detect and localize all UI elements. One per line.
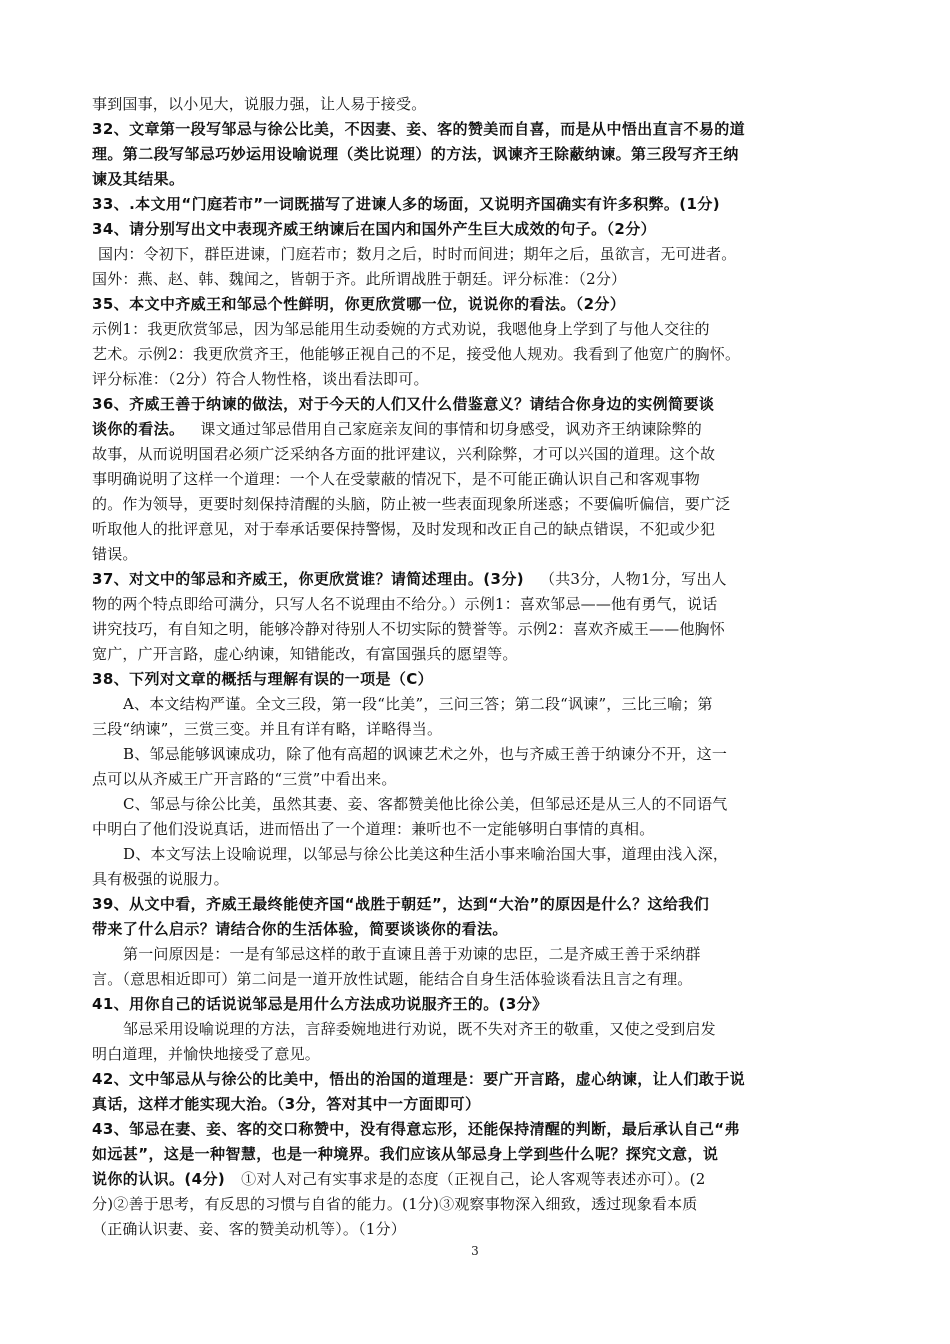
question-42: 42、文中邹忌从与徐公的比美中，悟出的治国的道理是：要广开言路，虚心纳谏，让人们敢于说: [92, 1070, 746, 1088]
question-34: 34、请分别写出文中表现齐威王纳谏后在国内和国外产生巨大成效的句子。（2分）: [92, 220, 657, 238]
answer-41: 邹忌采用设喻说理的方法，言辞委婉地进行劝说，既不失对齐王的敬重，又使之受到启发: [123, 1020, 716, 1038]
answer-36-cont: 听取他人的批评意见，对于奉承话要保持警惕，及时发现和改正自己的缺点错误，不犯或少犯: [92, 520, 716, 538]
question-32: 32、文章第一段写邹忌与徐公比美，不因妻、妾、客的赞美而自喜，而是从中悟出直言不易的道: [92, 120, 746, 138]
option-b-cont: 点可以从齐威王广开言路的“三赏”中看出来。: [92, 770, 397, 788]
answer-43-cont: 分)②善于思考，有反思的习惯与自省的能力。(1分)③观察事物深入细致，透过现象看本质: [92, 1195, 698, 1213]
question-37-line: [92, 567, 862, 592]
answer-34-cont: 国外：燕、赵、韩、魏闻之，皆朝于齐。此所谓战胜于朝廷。评分标准：（2分）: [92, 270, 627, 288]
answer-36: 课文通过邹忌借用自己家庭亲友间的事情和切身感受，讽劝齐王纳谏除弊的: [200, 420, 703, 438]
option-c-cont: 中明白了他们没说真话，进而悟出了一个道理：兼听也不一定能够明白事情的真相。: [92, 820, 655, 838]
question-35: 35、本文中齐威王和邹忌个性鲜明，你更欣赏哪一位，说说你的看法。（2分）: [92, 295, 626, 313]
question-38: 38、下列对文章的概括与理解有误的一项是（C）: [92, 670, 434, 688]
question-36-line: [92, 417, 862, 442]
question-33: 33、.本文用“门庭若市”一词既描写了进谏人多的场面，又说明齐国确实有许多积弊。(1分): [92, 195, 721, 213]
answer-35: 示例1：我更欣赏邹忌，因为邹忌能用生动委婉的方式劝说，我嗯他身上学到了与他人交往的: [92, 320, 710, 338]
page-number: 3: [471, 1244, 479, 1258]
question-39: 39、从文中看，齐威王最终能使齐国“战胜于朝廷”，达到“大治”的原因是什么？这给我们: [92, 895, 710, 913]
question-32-cont: 谏及其结果。: [92, 170, 185, 188]
option-a-cont: 三段“纳谏”，三赏三变。并且有详有略，详略得当。: [92, 720, 443, 738]
question-36: 36、齐威王善于纳谏的做法，对于今天的人们又什么借鉴意义？请结合你身边的实例简要谈: [92, 395, 715, 413]
text-line: 事到国事，以小见大，说服力强，让人易于接受。: [92, 95, 427, 113]
question-36-cont: 谈你的看法。: [92, 420, 185, 438]
question-32-cont: 理。第二段写邹忌巧妙运用设喻说理（类比说理）的方法，讽谏齐王除蔽纳谏。第三段写齐王纳: [92, 145, 739, 163]
question-43-end: 说你的认识。(4分): [92, 1170, 226, 1188]
answer-43: ①对人对己有实事求是的态度（正视自己，论人客观等表述亦可）。(2: [241, 1170, 706, 1188]
option-d-cont: 具有极强的说服力。: [92, 870, 229, 888]
option-a: A、本文结构严谨。全文三段，第一段“比美”，三问三答；第二段“讽谏”，三比三喻；第: [123, 695, 713, 713]
option-d: D、本文写法上设喻说理，以邹忌与徐公比美这种生活小事来喻治国大事，道理由浅入深，: [123, 845, 729, 863]
answer-37-cont: 物的两个特点即给可满分，只写人名不说理由不给分。）示例1：喜欢邹忌——他有勇气，说话: [92, 595, 718, 613]
option-b: B、邹忌能够讽谏成功，除了他有高超的讽谏艺术之外，也与齐威王善于纳谏分不开，这一: [123, 745, 728, 763]
question-37: 37、对文中的邹忌和齐威王，你更欣赏谁？请简述理由。(3分): [92, 570, 525, 588]
answer-37: （共3分，人物1分，写出人: [540, 570, 727, 588]
answer-37-cont: 宽广，广开言路，虚心纳谏，知错能改，有富国强兵的愿望等。: [92, 645, 518, 663]
answer-43-cont: （正确认识妻、妾、客的赞美动机等）。（1分）: [92, 1220, 406, 1238]
answer-37-cont: 讲究技巧，有自知之明，能够冷静对待别人不切实际的赞誉等。示例2：喜欢齐威王——他胸怀: [92, 620, 725, 638]
question-42-cont: 真话，这样才能实现大治。（3分，答对其中一方面即可）: [92, 1095, 481, 1113]
answer-36-cont: 错误。: [92, 545, 138, 563]
option-c: C、邹忌与徐公比美，虽然其妻、妾、客都赞美他比徐公美，但邹忌还是从三人的不同语气: [123, 795, 728, 813]
answer-35-cont: 艺术。示例2：我更欣赏齐王，他能够正视自己的不足，接受他人规劝。我看到了他宽广的胸怀。: [92, 345, 741, 363]
question-43: 43、邹忌在妻、妾、客的交口称赞中，没有得意忘形，还能保持清醒的判断，最后承认自己“弗: [92, 1120, 740, 1138]
question-39-cont: 带来了什么启示？请结合你的生活体验，简要谈谈你的看法。: [92, 920, 508, 938]
answer-36-cont: 事明确说明了这样一个道理：一个人在受蒙蔽的情况下，是不可能正确认识自己和客观事物: [92, 470, 701, 488]
answer-content: [92, 92, 862, 1242]
question-41: 41、用你自己的话说说邹忌是用什么方法成功说服齐王的。(3分》: [92, 995, 548, 1013]
answer-34: 国内：令初下，群臣进谏，门庭若市；数月之后，时时而间进；期年之后，虽欲言，无可进者。: [98, 245, 737, 263]
answer-39-cont: 言。（意思相近即可）第二问是一道开放性试题，能结合自身生活体验谈看法且言之有理。: [92, 970, 693, 988]
answer-35-cont: 评分标准：（2分）符合人物性格，谈出看法即可。: [92, 370, 429, 388]
question-43-cont: 如远甚”，这是一种智慧，也是一种境界。我们应该从邹忌身上学到些什么呢？探究文意，说: [92, 1145, 719, 1163]
question-43-line: [92, 1167, 862, 1192]
answer-36-cont: 故事，从而说明国君必须广泛采纳各方面的批评建议，兴利除弊，才可以兴国的道理。这个故: [92, 445, 716, 463]
answer-41-cont: 明白道理，并愉快地接受了意见。: [92, 1045, 321, 1063]
answer-36-cont: 的。作为领导，更要时刻保持清醒的头脑，防止被一些表面现象所迷惑；不要偏听偏信，要广泛: [92, 495, 731, 513]
answer-39: 第一问原因是：一是有邹忌这样的敢于直谏且善于劝谏的忠臣，二是齐威王善于采纳群: [123, 945, 701, 963]
